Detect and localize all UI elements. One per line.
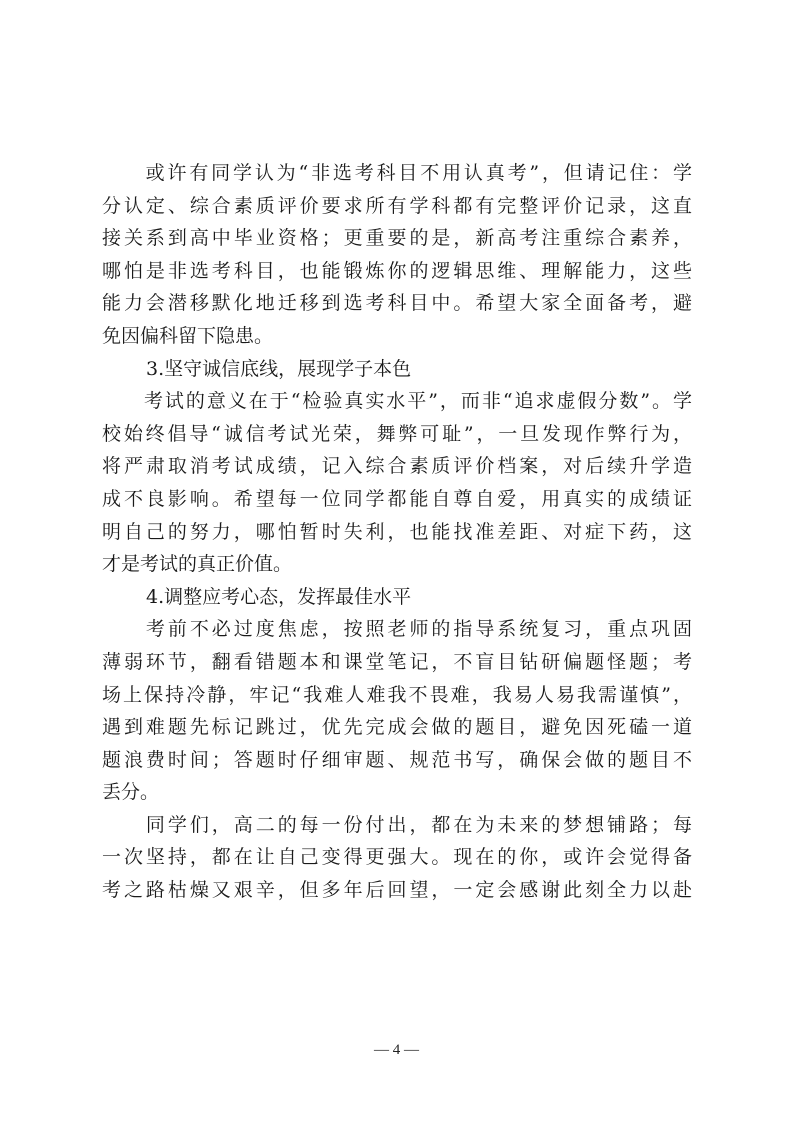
text-line: 将严肃取消考试成绩，记入综合素质评价档案，对后续升学造 — [102, 455, 692, 478]
text-line: 免因偏科留下隐患。 — [102, 324, 274, 347]
paragraph-4 — [102, 809, 692, 907]
text-line: 接关系到高中毕业资格；更重要的是，新高考注重综合素养， — [102, 227, 692, 250]
text-line: 同学们，高二的每一份付出，都在为未来的梦想铺路；每 — [102, 813, 692, 836]
text-line: 或许有同学认为“非选考科目不用认真考”，但请记住：学 — [102, 162, 692, 184]
text-line: 遇到难题先标记跳过，优先完成会做的题目，避免因死磕一道 — [102, 716, 692, 739]
text-line: 考之路枯燥又艰辛，但多年后回望，一定会感谢此刻全力以赴 — [102, 879, 692, 902]
section-heading-3: 3.坚守诚信底线，展现学子本色 — [146, 357, 412, 380]
text-line: 薄弱环节，翻看错题本和课堂笔记，不盲目钻研偏题怪题；考 — [102, 650, 692, 673]
text-line: 场上保持冷静，牢记“我难人难我不畏难，我易人易我需谨慎”， — [102, 683, 692, 706]
text-line: 题浪费时间；答题时仔细审题、规范书写，确保会做的题目不 — [102, 748, 692, 771]
section-heading-4: 4.调整应考心态，发挥最佳水平 — [146, 585, 412, 608]
text-line: 能力会潜移默化地迁移到选考科目中。希望大家全面备考，避 — [102, 292, 692, 315]
text-line: 分认定、综合素质评价要求所有学科都有完整评价记录，这直 — [102, 194, 692, 217]
text-line: 成不良影响。希望每一位同学都能自尊自爱，用真实的成绩证 — [102, 487, 692, 510]
text-line: 明自己的努力，哪怕暂时失利，也能找准差距、对症下药，这 — [102, 520, 692, 543]
paragraph-2 — [102, 385, 692, 581]
page-number: — 4 — — [374, 1042, 419, 1058]
text-line: 丢分。 — [102, 781, 160, 804]
text-line: 考前不必过度焦虑，按照老师的指导系统复习，重点巩固 — [102, 618, 692, 641]
paragraph-1 — [102, 157, 692, 353]
text-line: 考试的意义在于“检验真实水平”，而非“追求虚假分数”。学 — [102, 390, 692, 413]
text-line: 一次坚持，都在让自己变得更强大。现在的你，或许会觉得备 — [102, 846, 692, 869]
paragraph-3 — [102, 613, 692, 809]
text-line: 哪怕是非选考科目，也能锻炼你的逻辑思维、理解能力，这些 — [102, 259, 692, 282]
body-text — [102, 157, 692, 907]
text-line: 才是考试的真正价值。 — [102, 553, 293, 576]
text-line: 校始终倡导“诚信考试光荣，舞弊可耻”，一旦发现作弊行为， — [102, 422, 692, 445]
